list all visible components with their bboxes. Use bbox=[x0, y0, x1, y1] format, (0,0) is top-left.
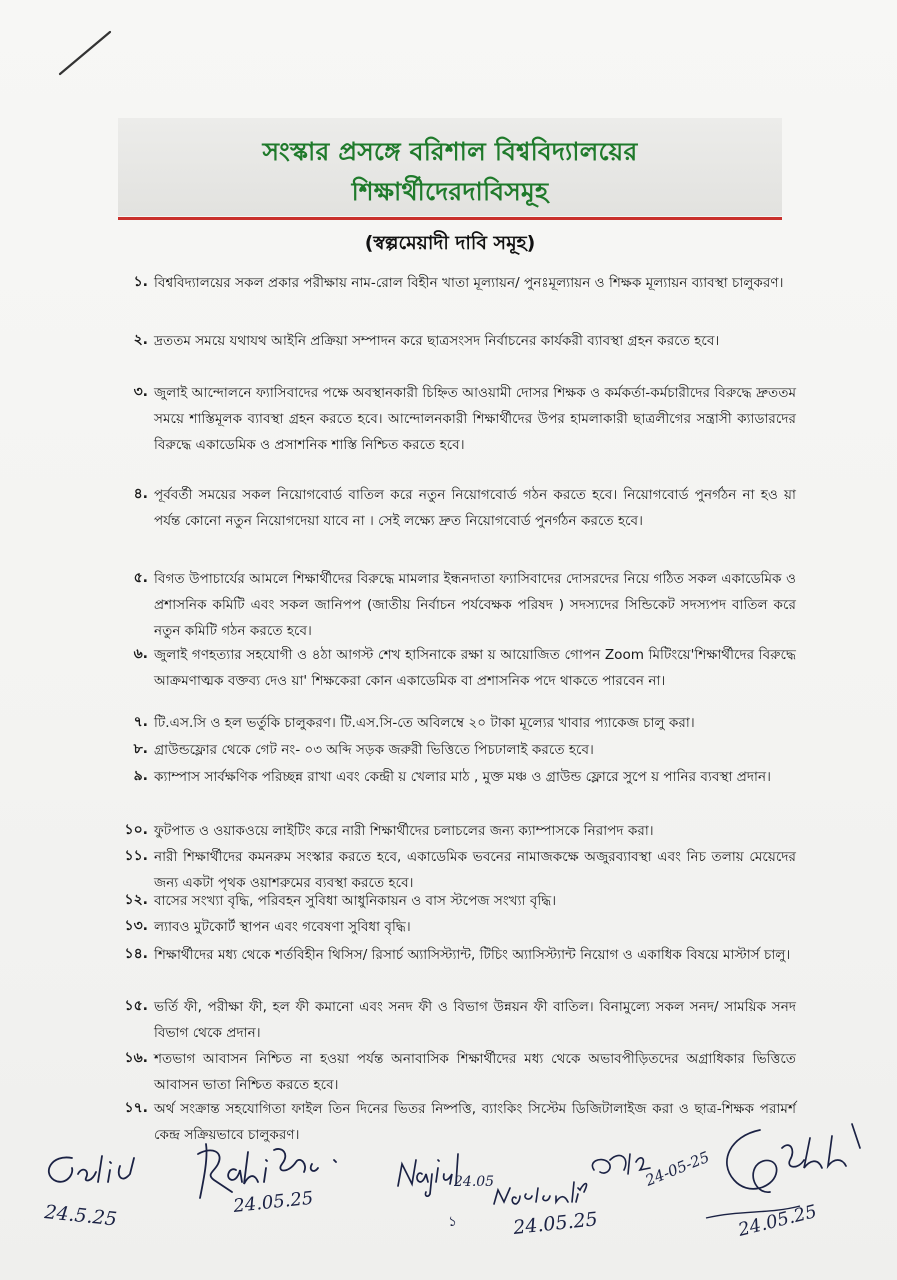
item-number: ৩. bbox=[133, 384, 148, 400]
document-subtitle: (স্বল্পমেয়াদী দাবি সমূহ) bbox=[364, 232, 536, 254]
item-number: ১৪. bbox=[124, 946, 148, 962]
item-number: ৪. bbox=[133, 486, 148, 502]
item-text: ফুটপাত ও ওয়াকওয়ে লাইটিং করে নারী শিক্ষার্থীদের চলাচলের জন্য ক্যাম্পাসকে নিরাপদ করা। bbox=[154, 823, 654, 839]
svg-text:24.05.25: 24.05.25 bbox=[736, 1201, 819, 1241]
signature-4 bbox=[490, 1140, 712, 1250]
item-text: ক্যাম্পাস সার্বক্ষণিক পরিচ্ছন্ন রাখা এবং কেন্দ্রী য় খেলার মাঠ , মুক্ত মঞ্চ ও গ্রাউন্ড ফ্লোরে সুপে য় পানির ব্যবস্থা প্রদান। bbox=[154, 769, 771, 785]
item-text: জুলাই আন্দোলনে ফ্যাসিবাদের পক্ষে অবস্থানকারী চিহ্নিত আওয়ামী দোসর শিক্ষক ও কর্মকর্তা-কর্মচারীদের বিরুদ্ধে দ্রুততম সময়ে শাস্তিমূলক ব্যাবস্থা গ্রহন করতে হবে। আন্দোলনকারী শিক্ষার্থীদের উপর হামলাকারী ছাত্রলীগের সন্ত্রাসী ক্যাডারদের বিরুদ্ধে একাডেমিক ও প্রসাশনিক শাস্তি নিশ্চিত করতে হবে। bbox=[154, 385, 796, 453]
item-number: ১৭. bbox=[124, 1100, 148, 1116]
item-text: বাসের সংখ্যা বৃদ্ধি, পরিবহন সুবিধা আধুনিকায়ন ও বাস স্টপেজ সংখ্যা বৃদ্ধি। bbox=[154, 893, 557, 909]
signature-5 bbox=[700, 1118, 880, 1248]
item-number: ১১. bbox=[124, 848, 148, 864]
item-number: ২. bbox=[133, 332, 148, 348]
item-text: বিগত উপাচার্যের আমলে শিক্ষার্থীদের বিরুদ্ধে মামলার ইন্ধনদাতা ফ্যাসিবাদের দোসরদের নিয়ে গঠিত সকল একাডেমিক ও প্রশাসনিক কমিটি এবং সকল জানিপপ (জাতীয় নির্বাচন পর্যবেক্ষক পরিষদ ) সদস্যদের সিন্ডিকেট সদস্যপদ বাতিল করে নতুন কমিটি গঠন করতে হবে। bbox=[154, 571, 796, 639]
item-number: ৭. bbox=[133, 714, 148, 730]
item-text: বিশ্ববিদ্যালয়ের সকল প্রকার পরীক্ষায় নাম-রোল বিহীন খাতা মূল্যায়ন/ পুনঃমূল্যায়ন ও শিক্ষক মূল্যায়ন ব্যাবস্থা চালুকরণ। bbox=[154, 275, 784, 291]
item-text: জুলাই গণহত্যার সহযোগী ও ৪ঠা আগস্ট শেখ হাসিনাকে রক্ষা য় আয়োজিত গোপন Zoom মিটিংয়ে'শিক্ষার্থীদের বিরুদ্ধে আক্রমণাত্মক বক্তব্য দেও য়া' শিক্ষকেরা কোন একাডেমিক বা প্রশাসনিক পদে থাকতে পারবেন না। bbox=[154, 647, 796, 689]
item-text: শতভাগ আবাসন নিশ্চিত না হওয়া পর্যন্ত অনাবাসিক শিক্ষার্থীদের মধ্য থেকে অভাবপীড়িতদের অগ্রাধিকার ভিত্তিতে আবাসন ভাতা নিশ্চিত করতে হবে। bbox=[154, 1051, 796, 1093]
item-number: ১২. bbox=[124, 892, 148, 908]
signature-2 bbox=[178, 1140, 378, 1220]
item-number: ১৬. bbox=[124, 1050, 148, 1066]
svg-text:24.5.25: 24.5.25 bbox=[43, 1201, 118, 1231]
item-number: ৮. bbox=[133, 741, 148, 757]
item-text: ল্যাবও মুটকোর্ট স্থাপন এবং গবেষণা সুবিধা বৃদ্ধি। bbox=[154, 919, 411, 935]
item-text: টি.এস.সি ও হল ভর্তুকি চালুকরণ। টি.এস.সি-তে অবিলম্বে ২০ টাকা মূল্যের খাবার প্যাকেজ চালু করা। bbox=[154, 715, 695, 731]
item-number: ৯. bbox=[133, 768, 148, 784]
item-number: ১৩. bbox=[124, 918, 148, 934]
item-text: নারী শিক্ষার্থীদের কমনরুম সংস্কার করতে হবে, একাডেমিক ভবনের নামাজকক্ষে অজুরব্যাবস্থা এবং নিচ তলায় মেয়েদের জন্য একটা পৃথক ওয়াশরুমের ব্যবস্থা করতে হবে। bbox=[154, 849, 796, 891]
item-number: ১৫. bbox=[124, 998, 148, 1014]
document-title-line-1: সংস্কার প্রসঙ্গে বরিশাল বিশ্ববিদ্যালয়ের bbox=[262, 137, 638, 166]
item-text: গ্রাউন্ডফ্লোর থেকে গেট নং- ০৩ অব্দি সড়ক জরুরী ভিত্তিতে পিচঢালাই করতে হবে। bbox=[154, 742, 594, 758]
item-number: ৫. bbox=[133, 570, 148, 586]
item-text: ভর্তি ফী, পরীক্ষা ফী, হল ফী কমানো এবং সনদ ফী ও বিভাগ উন্নয়ন ফী বাতিল। বিনামুল্যে সকল সনদ/ সাময়িক সনদ বিভাগ থেকে প্রদান। bbox=[154, 999, 796, 1041]
item-text: অর্থ সংক্রান্ত সহযোগিতা ফাইল তিন দিনের ভিতর নিষ্পত্তি, ব্যাংকিং সিস্টেম ডিজিটালাইজ করা ও ছাত্র-শিক্ষক পরামর্শ কেন্দ্র সক্রিয়ভাবে চালুকরণ। bbox=[154, 1101, 796, 1143]
page-number: ১ bbox=[448, 1214, 458, 1230]
svg-text:24-05-25: 24-05-25 bbox=[642, 1147, 712, 1190]
item-text: শিক্ষার্থীদের মধ্য থেকে শর্তবিহীন থিসিস/ রিসার্চ অ্যাসিস্ট্যান্ট, টিচিং অ্যাসিস্ট্যান্ট নিয়োগ ও একাধিক বিষয়ে মাস্টার্স চালু। bbox=[154, 947, 791, 963]
item-text: পূর্ববর্তী সময়ের সকল নিয়োগবোর্ড বাতিল করে নতুন নিয়োগবোর্ড গঠন করতে হবে। নিয়োগবোর্ড পুনর্গঠন না হও য়া পর্যন্ত কোনো নতুন নিয়োগদেয়া যাবে না । সেই লক্ষ্যে দ্রুত নিয়োগবোর্ড পুনর্গঠন করতে হবে। bbox=[154, 487, 796, 529]
svg-text:24.05.25: 24.05.25 bbox=[232, 1187, 315, 1217]
item-text: দ্রততম সময়ে যথাযথ আইনি প্রক্রিয়া সম্পাদন করে ছাত্রসংসদ নির্বাচনের কার্যকরী ব্যাবস্থা গ্রহন করতে হবে। bbox=[154, 333, 720, 349]
svg-text:24.05: 24.05 bbox=[454, 1174, 495, 1190]
item-number: ১০. bbox=[124, 822, 148, 838]
item-number: ৬. bbox=[133, 646, 148, 662]
signature-1 bbox=[38, 1148, 168, 1231]
svg-text:24.05.25: 24.05.25 bbox=[512, 1208, 599, 1239]
item-number: ১. bbox=[133, 274, 148, 290]
document-title-line-2: শিক্ষার্থীদেরদাবিসমূহ bbox=[351, 177, 549, 206]
